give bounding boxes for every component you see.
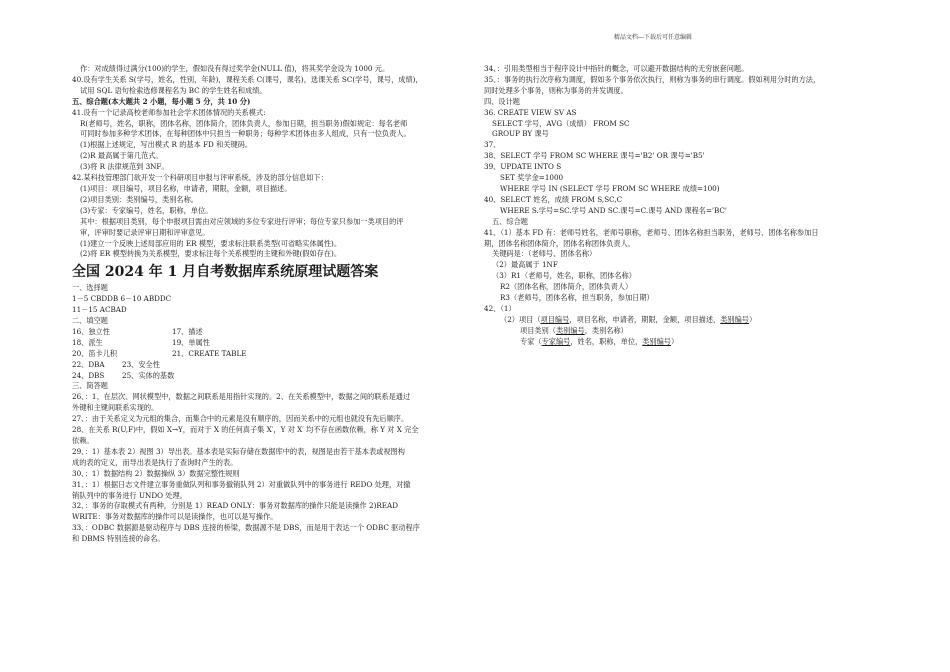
section2-heading: 二、填空题 — [72, 316, 108, 326]
q39-continuation: 作：对成绩得过满分(100)的学生，假如没有得过奖学金(NULL 值)，将其奖学金设为 1000 元。 — [80, 64, 390, 73]
q42-line2: (1)项目：项目编号，项目名称，申请者，期限，金额，项目描述。 — [80, 183, 292, 193]
foreign-key-category-id: 类别编号 — [720, 314, 749, 324]
q30-line: 30、：1）数据结构 2）数据操纵 3）数据完整性规则 — [72, 468, 240, 478]
q36-line2: SELECT 学号，AVG（成绩） FROM SC — [492, 118, 630, 128]
fill-16: 16、独立性 — [72, 326, 110, 336]
relation-expert-attrs: ，姓名，职称，单位， — [570, 336, 643, 346]
fill-18: 18、派生 — [72, 337, 103, 347]
q29-line2: 成的表的定义，而导出表是执行了查询时产生的表。 — [72, 457, 238, 467]
fill-20: 20、笛卡儿积 — [72, 348, 118, 358]
watermark-text: 精品文档---下载后可任意编辑 — [613, 34, 692, 41]
fill-row-24-25 — [72, 371, 472, 382]
q42-line4: (3)专家：专家编号，姓名，职称，单位。 — [80, 205, 213, 215]
fill-row-20-21 — [72, 349, 472, 360]
q38-line: 38、SELECT 学号 FROM SC WHERE 课号='B2' OR 课号='B5' — [484, 151, 705, 161]
section5-heading: 五、综合题 — [492, 216, 528, 226]
q41-line1: 41、（1）基本 FD 有：老师号姓名，老师号职称，老师号、团体名称担当职务，老师号、团体名称参加日 — [484, 227, 819, 237]
q37-line: 37、 — [484, 140, 501, 150]
relation-expert-suffix: ） — [671, 336, 679, 346]
section5-heading: 五、综合题(本大题共 2 小题，每小题 5 分，共 10 分) — [72, 96, 251, 106]
left-column — [72, 64, 472, 545]
q41-line2: 期，团体名称团体简介，团体名称团体负责人。 — [484, 238, 635, 248]
q41-line6: (3)将 R 法律规范到 3NF。 — [80, 162, 169, 172]
q41-line5: (2)R 最高属于第几范式。 — [80, 151, 163, 161]
q39-line3: WHERE 学号 IN (SELECT 学号 FROM SC WHERE 成绩=100) — [500, 183, 720, 193]
choice-answers-2: 11－15 ACBAD — [72, 305, 127, 315]
q33-line1: 33、：ODBC 数据源是驱动程序与 DBS 连接的桥梁，数据源不是 DBS，而是用于表达一个 ODBC 驱动程序 — [72, 523, 420, 533]
fill-24: 24、DBS — [72, 370, 105, 380]
fill-22: 22、DBA — [72, 359, 105, 369]
fill-25: 25、实体的基数 — [122, 370, 175, 380]
relation-category-attrs: ，类别名称） — [584, 325, 628, 335]
q32-line2: WRITE：事务对数据库的操作可以是读操作，也可以是写操作。 — [72, 512, 278, 522]
q27-line: 27、：由于关系定义为元组的集合，而集合中的元素是没有顺序的，因而关系中的元组也就没有先后顺序。 — [72, 414, 409, 424]
q42-line1: 42.某科技管理部门欲开发一个科研项目申报与评审系统，涉及的部分信息如下： — [72, 173, 328, 183]
q41-line3: 关键码是：（老师号、团体名称） — [492, 249, 597, 259]
q41-line4: (1)根据上述规定，写出模式 R 的基本 FD 和关键码。 — [80, 140, 253, 150]
q41-line1: 41.设有一个记录高校老师参加社会学术团体情况的关系模式: — [72, 107, 266, 117]
q39-line1: 39、UPDATE INTO S — [484, 162, 562, 172]
relation-category-prefix: 项目类别（ — [520, 325, 556, 335]
primary-key-expert-id: 专家编号 — [541, 336, 571, 346]
q28-line1: 28、在关系 R(U,F)中，假如 X→Y，而对于 X 的任何真子集 X′，Y 对 X′ 均不存在函数依赖，称 Y 对 X 完全 — [72, 425, 419, 435]
section3-heading: 三、简答题 — [72, 381, 108, 391]
q36-line3: GROUP BY 课号 — [492, 129, 549, 139]
q36-line1: 36. CREATE VIEW SV AS — [484, 107, 577, 117]
q42-line1: 42、（1） — [484, 303, 516, 313]
q41-line5: （3）R1（老师号，姓名，职称，团体名称） — [492, 271, 636, 281]
q42-relation-project — [484, 315, 894, 326]
fill-23: 23、安全性 — [122, 359, 160, 369]
q42-line8: (2)将 ER 模型转换为关系模型，要求标注每个关系模型的主键和外键(假如存在)。 — [80, 249, 342, 259]
q42-relation-expert — [484, 337, 894, 348]
right-column — [484, 64, 894, 348]
q28-line2: 依赖。 — [72, 436, 94, 445]
q40-line2: WHERE S.学号=SC.学号 AND SC.课号=C.课号 AND 课程名='BC' — [500, 205, 727, 215]
q39-line2: SET 奖学金=1000 — [500, 173, 564, 183]
section1-heading: 一、选择题 — [72, 283, 108, 293]
relation-project-prefix: （2）项目（ — [500, 314, 541, 324]
q42-line7: (1)建立一个反映上述局部应用的 ER 模型，要求标注联系类型(可省略实体属性)。 — [80, 238, 342, 248]
fill-row-16-17 — [72, 327, 472, 338]
q41-line6: R2（团体名称，团体简介，团体负责人） — [500, 282, 633, 292]
q34-line: 34、：引用类型相当于程序设计中指针的概念，可以避开数据结构的无穷嵌套问题。 — [484, 64, 749, 73]
q26-line1: 26、：1、在层次、网状模型中，数据之间联系是用指针实现的。2、在关系模型中，数据之间的联系是通过 — [72, 392, 411, 402]
q42-line6: 审，评审时要记录评审日期和评审意见。 — [80, 227, 210, 237]
q32-line1: 32、：事务的存取模式有两种，分别是 1）READ ONLY：事务对数据库的操作只能是读操作 2)READ — [72, 501, 399, 511]
q40-line1: 40.设有学生关系 S(学号，姓名，性别，年龄)，课程关系 C(课号，课名)，选课关系 SC(学号，课号，成绩)， — [72, 74, 423, 84]
fill-21: 21、CREATE TABLE — [172, 348, 247, 358]
q26-line2: 外键和主键间联系实现的。 — [72, 403, 159, 413]
q42-relation-category — [484, 326, 894, 337]
q42-line5: 其中：根据项目类别，每个申报项目需由对应领域的多位专家进行评审；每位专家只参加一类项目的评 — [80, 216, 404, 226]
fill-17: 17、描述 — [172, 326, 203, 336]
primary-key-category-id: 类别编号 — [555, 325, 585, 335]
q41-line2: R(老师号，姓名，职称，团体名称，团体简介，团体负责人，参加日期，担当职务)假如规定：每名老师 — [80, 118, 408, 128]
q35-line1: 35、：事务的执行次序称为调度，假如多个事务依次执行，则称为事务的串行调度。假如利用分时的方法， — [484, 74, 821, 84]
q31-line1: 31、：1）根据日志文件建立事务重做队列和事务撤销队列 2）对重做队列中的事务进行 REDO 处理，对撤 — [72, 479, 411, 489]
q31-line2: 销队列中的事务进行 UNDO 处理。 — [72, 490, 187, 500]
fill-row-22-23 — [72, 360, 472, 371]
fill-19: 19、单属性 — [172, 337, 210, 347]
answer-title: 全国 2024 年 1 月自考数据库系统原理试题答案 — [72, 264, 379, 281]
q40-line1: 40、SELECT 姓名，成绩 FROM S,SC,C — [484, 194, 623, 204]
relation-project-suffix: ） — [749, 314, 757, 324]
relation-expert-prefix: 专家（ — [520, 336, 542, 346]
foreign-key-expert-category-id: 类别编号 — [642, 336, 671, 346]
q35-line2: 同时处理多个事务，则称为事务的并发调度。 — [484, 85, 628, 95]
q41-line4: （2）最高属于 1NF — [492, 260, 558, 270]
choice-answers-1: 1－5 CBDDB 6－10 ABDDC — [72, 294, 172, 304]
q42-line3: (2)项目类别：类别编号，类别名称。 — [80, 194, 198, 204]
fill-row-18-19 — [72, 338, 472, 349]
q41-line7: R3（老师号，团体名称，担当职务，参加日期） — [500, 293, 654, 303]
relation-project-attrs: ，项目名称，申请者，期限，金额，项目描述， — [569, 314, 721, 324]
section4-heading: 四、设计题 — [484, 96, 520, 106]
q29-line1: 29、：1）基本表 2）视图 3）导出表。基本表是实际存储在数据库中的表，视图是由若干基本表或视图构 — [72, 446, 405, 456]
q33-line2: 和 DBMS 特别连接的命名。 — [72, 534, 165, 544]
primary-key-project-id: 项目编号 — [540, 314, 570, 324]
q41-line3: 可同时参加多种学术团体，在每种团体中只担当一种职务；每种学术团体由多人组成，只有一位负责人。 — [80, 129, 411, 139]
q40-line2: 试用 SQL 语句检索选修课程名为 BC 的学生姓名和成绩。 — [80, 85, 267, 95]
